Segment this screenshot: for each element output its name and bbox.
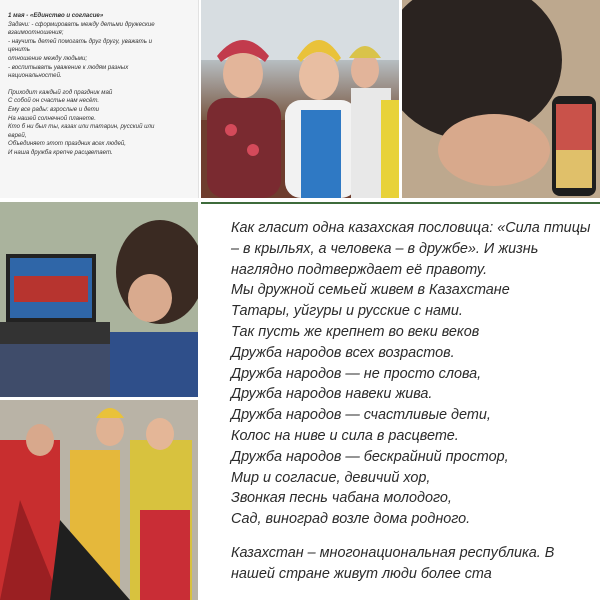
task-line: отношение между людьми; <box>8 54 88 62</box>
poem-line: Как гласит одна казахская пословица: «Сила птицы <box>231 220 591 236</box>
poem-line: Так пусть же крепнет во веки веков <box>231 323 480 340</box>
card-poem-line: Ему все рады: взрослые и дети <box>8 105 100 113</box>
event-description-card <box>0 0 199 198</box>
folk-dance-photo <box>0 400 198 600</box>
festival-women-photo <box>201 0 399 198</box>
paragraph-line: нашей стране живут люди более ста <box>231 565 492 582</box>
poem-line: Дружба народов — бескрайний простор, <box>231 448 509 465</box>
card-poem-line: Кто б ни был ты, казах или татарин, русский или <box>8 123 155 131</box>
poem-line: Дружба народов навеки жива. <box>231 386 433 403</box>
task-line: взаимоотношения; <box>8 29 64 37</box>
card-poem-line: еврей, <box>8 131 27 139</box>
card-poem-line: С собой он счастье нам несёт. <box>8 97 100 105</box>
event-title: 1 мая - «Единство и согласие» <box>8 12 104 19</box>
poem-line: Татары, уйгуры и русские с нами. <box>231 303 463 320</box>
child-with-phone-photo <box>402 0 600 198</box>
poem-line: – в крыльях, а человека – в дружбе». И жизнь <box>231 240 539 257</box>
task-line: - воспитывать уважение к людям разных <box>8 63 129 71</box>
task-line: ценить <box>8 46 30 54</box>
paragraph-line: Казахстан – многонациональная республика. В <box>231 544 555 561</box>
poem-line: Дружба народов всех возрастов. <box>231 344 455 361</box>
task-line: Задачи: - сформировать между детьми дружеские <box>8 20 155 28</box>
card-poem-line: На нашей солнечной планете. <box>8 114 96 122</box>
poem-line: Мир и согласие, девичий хор, <box>231 469 431 486</box>
task-line: национальностей. <box>8 72 62 80</box>
card-poem-line: И наша дружба крепче расцветает. <box>8 148 113 156</box>
friendship-poem-text <box>201 202 600 602</box>
poem-line: Сад, виноград возле дома родного. <box>231 511 471 528</box>
poem-line: Звонкая песнь чабана молодого, <box>231 490 452 507</box>
poem-line: наглядно подтверждает её правоту. <box>231 261 488 278</box>
poem-line: Дружба народов — счастливые дети, <box>231 407 491 424</box>
child-at-laptop-photo <box>0 202 198 397</box>
card-poem-line: Приходит каждый год праздник май <box>8 88 113 96</box>
poem-line: Колос на ниве и сила в расцвете. <box>231 427 459 444</box>
poem-line: Мы дружной семьей живем в Казахстане <box>231 282 510 299</box>
task-line: - научить детей помогать друг другу, уважать и <box>8 37 153 45</box>
card-poem-line: Объединяет этот праздник всех людей, <box>8 140 126 148</box>
poem-line: Дружба народов — не просто слова, <box>231 365 482 382</box>
